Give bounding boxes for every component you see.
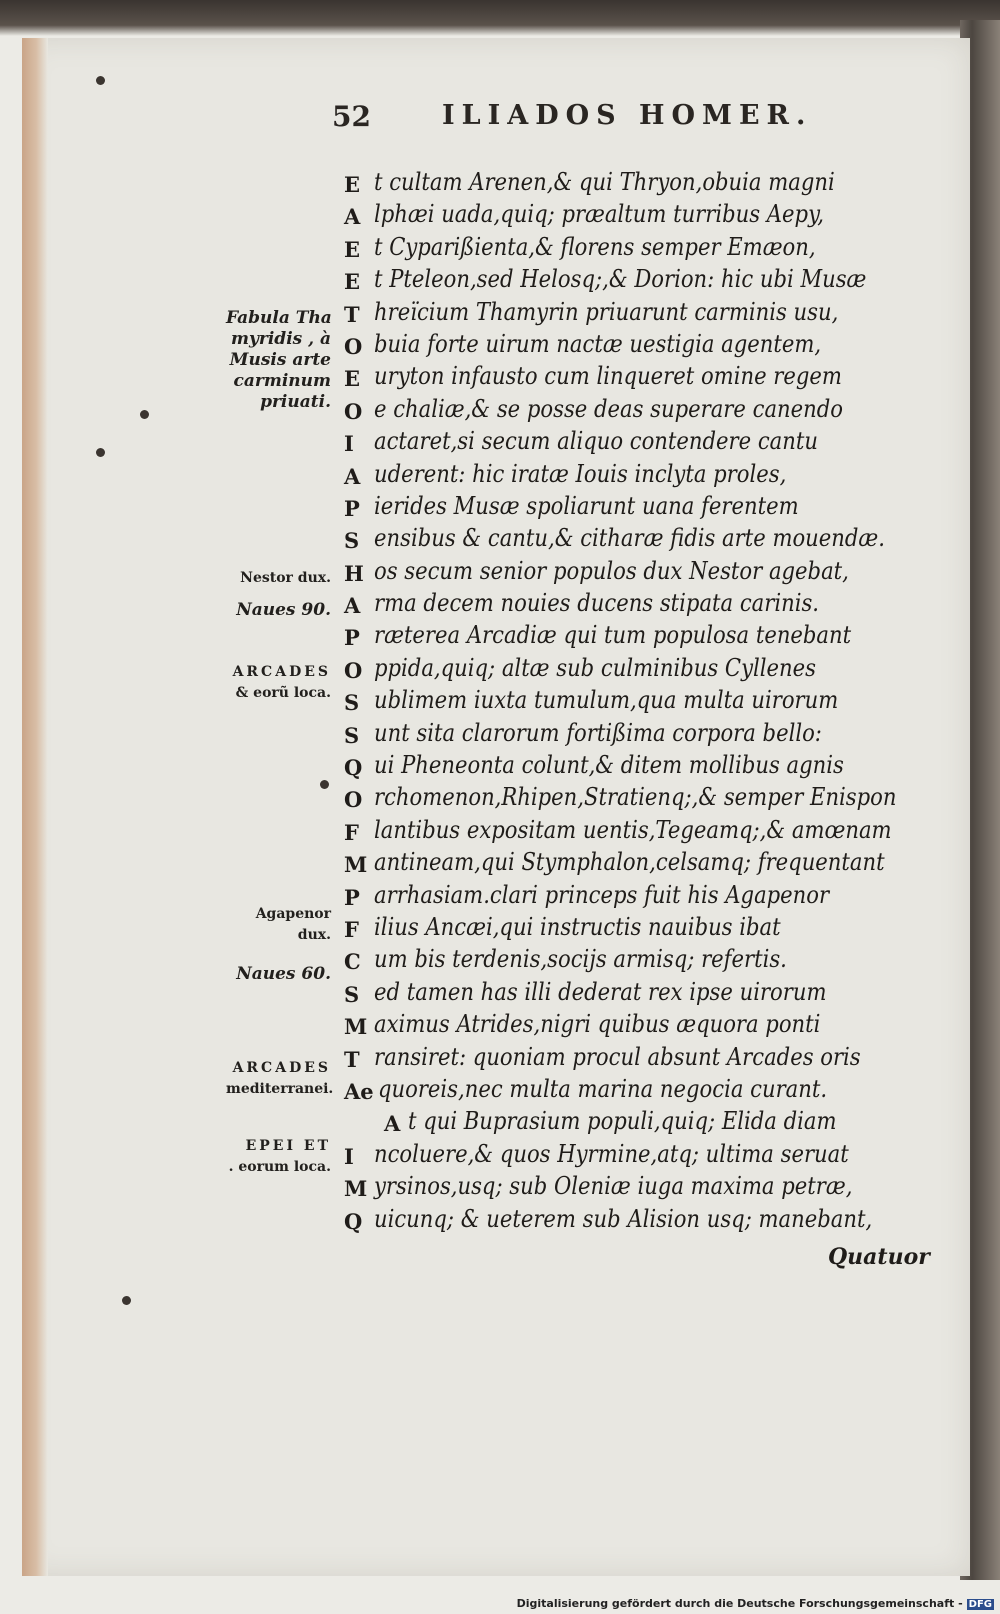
verse-initial: P — [344, 884, 360, 910]
margin-note-agapenor — [226, 904, 331, 946]
note-line: Agapenor — [255, 906, 331, 922]
verse-line — [344, 330, 944, 362]
verse-text: uryton infausto cum linqueret omine regem — [374, 362, 842, 391]
verse-line — [344, 1205, 944, 1237]
verse-initial: I — [344, 1143, 354, 1169]
verse-initial: P — [344, 625, 360, 651]
verse-line — [344, 816, 944, 848]
margin-note-epei — [226, 1136, 331, 1178]
note-line: mediterranei. — [226, 1081, 334, 1097]
verse-line — [344, 1075, 944, 1107]
verse-initial: A — [344, 204, 361, 230]
verse-text: ræterea Arcadiæ qui tum populosa tenebant — [374, 621, 852, 650]
verse-initial: M — [344, 1014, 368, 1040]
verse-line — [344, 1172, 944, 1204]
verse-line — [344, 654, 944, 686]
verse-line — [344, 848, 944, 880]
verse-line — [344, 362, 944, 394]
verse-text: buia forte uirum nactæ uestigia agentem, — [374, 329, 822, 358]
verse-initial: S — [344, 528, 360, 554]
verse-text: ransiret: quoniam procul absunt Arcades oris — [374, 1042, 861, 1071]
verse-initial: A — [384, 1111, 401, 1137]
note-line: myridis , à — [231, 329, 331, 349]
verse-text: ed tamen has illi dederat rex ipse uirorum — [374, 977, 827, 1006]
note-line: Naues 60. — [236, 964, 331, 984]
verse-text: um bis terdenis,socijs armisq; refertis. — [374, 945, 787, 974]
verse-initial: A — [344, 463, 361, 489]
verse-initial: O — [344, 787, 363, 813]
verse-line — [344, 686, 944, 718]
verse-text: aximus Atrides,nigri quibus æquora ponti — [374, 1010, 821, 1039]
verse-initial: O — [344, 398, 363, 424]
verse-line — [344, 265, 944, 297]
verse-initial: O — [344, 333, 363, 359]
catchword: Quatuor — [828, 1244, 930, 1270]
verse-line — [344, 233, 944, 265]
verse-text: yrsinos,usq; sub Oleniæ iuga maxima petræ, — [374, 1172, 853, 1201]
verse-line — [344, 168, 944, 200]
verse-text: t Pteleon,sed Helosq;,& Dorion: hic ubi Musæ — [374, 265, 867, 294]
verse-line — [344, 881, 944, 913]
verse-text: actaret,si secum aliquo contendere cantu — [374, 427, 818, 456]
margin-note-arcades — [226, 662, 331, 704]
ink-spot — [122, 1296, 131, 1305]
note-line: & eorũ loca. — [235, 685, 331, 701]
verse-text: os secum senior populos dux Nestor agebat, — [374, 556, 849, 585]
verse-initial: E — [344, 269, 361, 295]
verse-block — [344, 168, 944, 1237]
dfg-logo: DFG — [968, 1598, 992, 1610]
verse-initial: E — [344, 236, 361, 262]
verse-line — [344, 1107, 944, 1139]
verse-initial: C — [344, 949, 361, 975]
note-line: ARCADES — [232, 664, 331, 680]
verse-initial: P — [344, 495, 360, 521]
verse-initial: A — [344, 593, 361, 619]
verse-initial: S — [344, 690, 360, 716]
verse-line — [344, 751, 944, 783]
margin-note-nestor — [226, 568, 331, 589]
verse-line — [344, 200, 944, 232]
verse-text: e chaliæ,& se posse deas superare canendo — [374, 394, 843, 423]
note-line: ARCADES — [232, 1060, 331, 1076]
page-number: 52 — [332, 100, 371, 133]
verse-text: ublimem iuxta tumulum,qua multa uirorum — [374, 686, 839, 715]
verse-text: quoreis,nec multa marina negocia curant. — [378, 1074, 828, 1103]
note-line: . eorum loca. — [228, 1159, 331, 1175]
verse-line — [344, 1140, 944, 1172]
verse-text: rma decem nouies ducens stipata carinis. — [374, 589, 820, 618]
verse-line — [344, 719, 944, 751]
verse-text: unt sita clarorum fortißima corpora bello: — [374, 718, 822, 747]
verse-initial: S — [344, 981, 360, 1007]
verse-initial: I — [344, 431, 354, 457]
digitization-credit — [517, 1597, 994, 1610]
verse-initial: T — [344, 301, 360, 327]
verse-initial: E — [344, 366, 361, 392]
note-line: priuati. — [260, 392, 331, 412]
verse-text: ncoluere,& quos Hyrmine,atq; ultima seruat — [374, 1139, 849, 1168]
margin-note-naues-60 — [226, 964, 331, 985]
verse-text: ensibus & cantu,& citharæ fidis arte mouendæ. — [374, 524, 885, 553]
verse-line — [344, 1043, 944, 1075]
verse-initial: T — [344, 1046, 360, 1072]
verse-line — [344, 524, 944, 556]
note-line: Fabula Tha — [226, 308, 332, 328]
note-line: Nestor dux. — [240, 570, 331, 586]
scan-top-edge — [0, 0, 1000, 36]
verse-line — [344, 621, 944, 653]
verse-line — [344, 395, 944, 427]
verse-line — [344, 945, 944, 977]
verse-text: ilius Ancæi,qui instructis nauibus ibat — [374, 912, 781, 941]
note-line: Musis arte — [229, 350, 331, 370]
verse-text: t qui Buprasium populi,quiq; Elida diam — [408, 1107, 837, 1136]
ink-spot — [96, 76, 105, 85]
verse-line — [344, 978, 944, 1010]
verse-line — [344, 492, 944, 524]
verse-initial: S — [344, 722, 360, 748]
verse-text: rchomenon,Rhipen,Stratienq;,& semper Enispon — [374, 783, 897, 812]
verse-text: lantibus expositam uentis,Tegeamq;,& amœnam — [374, 815, 892, 844]
margin-note-thamyris — [226, 308, 331, 413]
note-line: carminum — [233, 371, 331, 391]
verse-initial: F — [344, 819, 359, 845]
verse-text: t cultam Arenen,& qui Thryon,obuia magni — [374, 168, 835, 196]
verse-initial: H — [344, 560, 364, 586]
note-line: Naues 90. — [236, 600, 331, 620]
verse-line — [344, 913, 944, 945]
verse-initial: F — [344, 916, 359, 942]
verse-initial: Q — [344, 755, 363, 781]
running-title: ILIADOS HOMER. — [442, 100, 813, 131]
verse-text: ppida,quiq; altæ sub culminibus Cyllenes — [374, 653, 816, 682]
verse-text: ierides Musæ spoliarunt uana ferentem — [374, 491, 799, 520]
verse-text: arrhasiam.clari princeps fuit his Agapenor — [374, 880, 830, 909]
verse-initial: O — [344, 657, 363, 683]
margin-note-naues-90 — [226, 600, 331, 621]
verse-text: uderent: hic iratæ Iouis inclyta proles, — [374, 459, 787, 488]
ink-spot — [96, 448, 105, 457]
verse-text: uicunq; & ueterem sub Alision usq; manebant, — [374, 1204, 873, 1233]
verse-initial: M — [344, 852, 368, 878]
verse-initial: Q — [344, 1208, 363, 1234]
verse-line — [344, 427, 944, 459]
margin-note-arcades-mediterranei — [226, 1058, 334, 1100]
verse-text: hreïcium Thamyrin priuarunt carminis usu, — [374, 297, 839, 326]
verse-line — [344, 460, 944, 492]
verse-text: ui Pheneonta colunt,& ditem mollibus agnis — [374, 751, 844, 780]
verse-initial: E — [344, 172, 361, 197]
verse-initial: Ae — [344, 1078, 374, 1104]
verse-text: t Cyparißienta,& florens semper Emæon, — [374, 232, 816, 261]
verse-line — [344, 298, 944, 330]
note-line: dux. — [297, 927, 331, 943]
page-gutter — [22, 38, 48, 1576]
verse-line — [344, 1010, 944, 1042]
credit-text: Digitalisierung gefördert durch die Deutsche Forschungsgemeinschaft - — [516, 1597, 963, 1610]
verse-initial: M — [344, 1176, 368, 1202]
note-line: EPEI ET — [245, 1138, 331, 1154]
ink-spot — [320, 780, 329, 789]
verse-text: antineam,qui Stymphalon,celsamq; frequentant — [374, 848, 885, 877]
verse-text: lphæi uada,quiq; præaltum turribus Aepy, — [374, 200, 824, 229]
verse-line — [344, 589, 944, 621]
verse-line — [344, 557, 944, 589]
verse-line — [344, 783, 944, 815]
ink-spot — [140, 410, 149, 419]
